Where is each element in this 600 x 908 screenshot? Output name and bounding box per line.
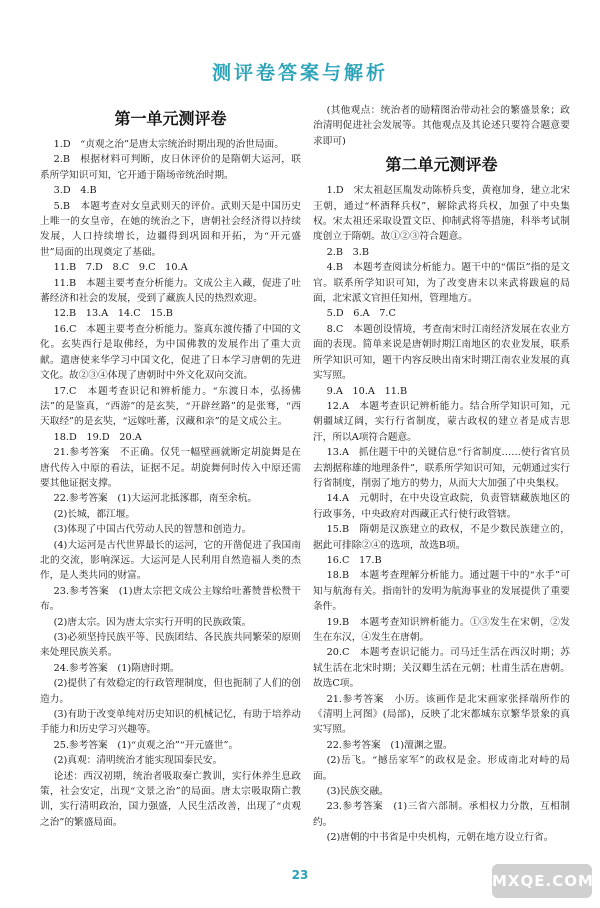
- answer-paragraph: 9.A 10.A 11.B: [326, 385, 408, 397]
- answer-paragraph: 论述：西汉初期，统治者吸取秦亡教训，实行休养生息政策，社会安定，出现“文景之治”的局面。唐太宗吸取隋亡教训，实行清明政治，国力强盛，人民生活改善，出现了“贞观之治”的繁盛局面。: [40, 770, 301, 828]
- answer-paragraph: 18.B 本题考查理解分析能力。通过题干中的“水手”可知与航海有关。指南针的发明为航海事业的发展提供了重要条件。: [313, 570, 570, 613]
- unit-2-answers: [313, 183, 570, 845]
- answer-paragraph: 21.参考答案 不正确。仅凭一幅壁画就断定胡旋舞是在唐代传入中原的看法，证据不足。胡旋舞何时传入中原还需要其他证据支撑。: [40, 447, 301, 489]
- watermark-logo: MXQE.COM: [492, 864, 592, 898]
- right-column: [313, 103, 570, 846]
- answer-paragraph: (4)大运河是古代世界最长的运河，它的开凿促进了我国南北的交流，影响深远。大运河是人民利用自然造福人类的杰作，是人类共同的财富。: [40, 539, 301, 582]
- unit-2-title: 第二单元测评卷: [385, 155, 498, 175]
- answer-paragraph: 22.参考答案 (1)澶渊之盟。: [326, 739, 453, 751]
- answer-paragraph: 22.参考答案 (1)大运河北抵涿郡，南至余杭。: [53, 493, 258, 505]
- answer-paragraph: 23.参考答案 (1)三省六部制。承相权力分散，互相制约。: [313, 801, 570, 828]
- answer-paragraph: 12.B 13.A 14.C 15.B: [53, 308, 173, 320]
- answer-paragraph: 12.A 本题考查识记辨析能力。结合所学知识可知，元朝疆域辽阔，实行行省制度，蒙古政权的建立者是成吉思汗，所以A项符合题意。: [313, 400, 570, 443]
- unit-1-title: 第一单元测评卷: [114, 109, 227, 128]
- answer-paragraph: (2)提供了有效稳定的行政管理制度，但也扼制了人们的创造力。: [40, 678, 301, 705]
- page-header-title: 测评卷答案与解析: [211, 62, 388, 84]
- answer-paragraph: 24.参考答案 (1)隋唐时期。: [53, 662, 180, 674]
- answer-paragraph: 14.A 元朝时，在中央设宣政院，负责管辖藏族地区的行政事务，中央政府对西藏正式行使行政管辖。: [313, 493, 570, 520]
- answer-paragraph: 25.参考答案 (1)“贞观之治”“开元盛世”。: [53, 739, 239, 751]
- answer-paragraph: 4.B 本题考查阅读分析能力。题干中的“儒臣”指的是文官。联系所学知识可知，为了改变唐末以来武将跋扈的局面，北宋派文官担任知州，管理地方。: [313, 262, 570, 305]
- answer-paragraph: 5.B 本题考查对女皇武则天的评价。武则天是中国历史上唯一的女皇帝，在她的统治之下，唐朝社会经济得以持续发展，人口持续增长，边疆得到巩固和开拓，为“开元盛世”局面的出现奠定了基础。: [40, 200, 301, 258]
- answer-paragraph: 20.C 本题考查识记能力。司马迁生活在西汉时期；苏轼生活在北宋时期；关汉卿生活在元朝；杜甫生活在唐朝。故选C项。: [313, 647, 570, 690]
- answer-paragraph: 11.B 7.D 8.C 9.C 10.A: [53, 262, 188, 274]
- answer-paragraph: 16.C 本题主要考查分析能力。鉴真东渡传播了中国的文化。玄奘西行是取佛经，为中国佛教的发展作出了重大贡献。遣唐使来华学习中国文化，促进了日本学习唐朝的先进文化。故②③④体现了唐朝时中外文化双向交流。: [40, 323, 301, 382]
- page-number: 23: [291, 868, 309, 882]
- answer-paragraph: 15.B 隋朝是汉族建立的政权，不是少数民族建立的，据此可排除②④的选项，故选B项。: [313, 524, 570, 551]
- answer-paragraph: 11.B 本题主要考查分析能力。文成公主入藏，促进了吐蕃经济和社会的发展，受到了藏族人民的热烈欢迎。: [40, 277, 301, 305]
- answer-paragraph: (3)必须坚持民族平等、民族团结、各民族共同繁荣的原则来处理民族关系。: [40, 632, 301, 659]
- answer-paragraph: 1.D “贞观之治”是唐太宗统治时期出现的治世局面。: [53, 139, 284, 150]
- left-column: [40, 103, 301, 830]
- answer-paragraph: (3)民族交融。: [326, 786, 389, 798]
- answer-paragraph: 17.C 本题考查识记和辨析能力。“东渡日本，弘扬佛法”的是鉴真，“西游”的是玄奘，“开辟丝路”的是张骞，“西天取经”的是玄奘，“远嫁吐蕃，汉藏和亲”的是文成公主。: [40, 385, 301, 428]
- answer-paragraph: 21.参考答案 小历。该画作是北宋画家张择端所作的《清明上河图》(局部)，反映了北宋都城东京繁华景象的真实写照。: [313, 693, 570, 736]
- answer-paragraph: (2)唐朝的中书省是中央机构，元朝在地方设立行省。: [326, 832, 554, 844]
- answer-paragraph: 5.D 6.A 7.C: [326, 308, 396, 320]
- answer-paragraph: (3)有助于改变单纯对历史知识的机械记忆，有助于培养动手能力和历史学习兴趣等。: [40, 709, 301, 736]
- answer-paragraph: (2)唐太宗。因为唐太宗实行开明的民族政策。: [53, 616, 252, 628]
- answer-paragraph: 1.D 宋太祖赵匡胤发动陈桥兵变，黄袍加身，建立北宋王朝，通过“杯酒释兵权”，解除武将兵权，加强了中央集权。宋太祖还采取设置文臣、抑制武将等措施，科举考试制度创立于隋朝。故①②③符合题意。: [313, 185, 570, 243]
- answer-paragraph: 16.C 17.B: [326, 554, 382, 566]
- answer-paragraph: 23.参考答案 (1)唐太宗把文成公主嫁给吐蕃赞普松赞干布。: [40, 585, 301, 613]
- answer-paragraph: 19.B 本题考查知识辨析能力。①③发生在宋朝，②发生在东汉，④发生在唐朝。: [313, 616, 570, 643]
- answer-paragraph: 3.D 4.B: [53, 185, 97, 197]
- unit-1-answers: [40, 137, 301, 830]
- answer-paragraph: (3)体现了中国古代劳动人民的智慧和创造力。: [53, 524, 252, 536]
- answer-paragraph: 18.D 19.D 20.A: [53, 431, 142, 443]
- answer-paragraph: (2)岳飞。“撼岳家军”的政权是金。形成南北对峙的局面。: [313, 755, 570, 782]
- answer-paragraph: 8.C 本题创设情境，考查南宋时江南经济发展在农业方面的表现。简单来说是唐朝时期江南地区的农业发展，联系所学知识可知，题干内容反映出南宋时期江南农业发展的真实写照。: [313, 323, 570, 382]
- answer-paragraph: (2)真观：清明统治才能实现国泰民安。: [53, 755, 223, 767]
- answer-paragraph: (2)长城，都江堰。: [53, 508, 136, 520]
- answer-paragraph: 2.B 3.B: [326, 246, 369, 258]
- answer-paragraph: 2.B 根据材料可判断，皮日休评价的是隋朝大运河，联系所学知识可知，它开通于隋场帝统治时期。: [40, 154, 301, 181]
- unit-1-continuation: (其他观点：统治者的励精图治带动社会的繁盛景象；政治清明促进社会发展等。其他观点及其论述只要符合题意要求即可): [313, 105, 570, 147]
- answer-paragraph: 13.A 抓住题干中的关键信息“行省制度……使行省官员去割据称雄的地理条件”，联系所学知识可知，元朝通过实行行省制度，削弱了地方的势力，从而大大加强了中央集权。: [313, 447, 570, 489]
